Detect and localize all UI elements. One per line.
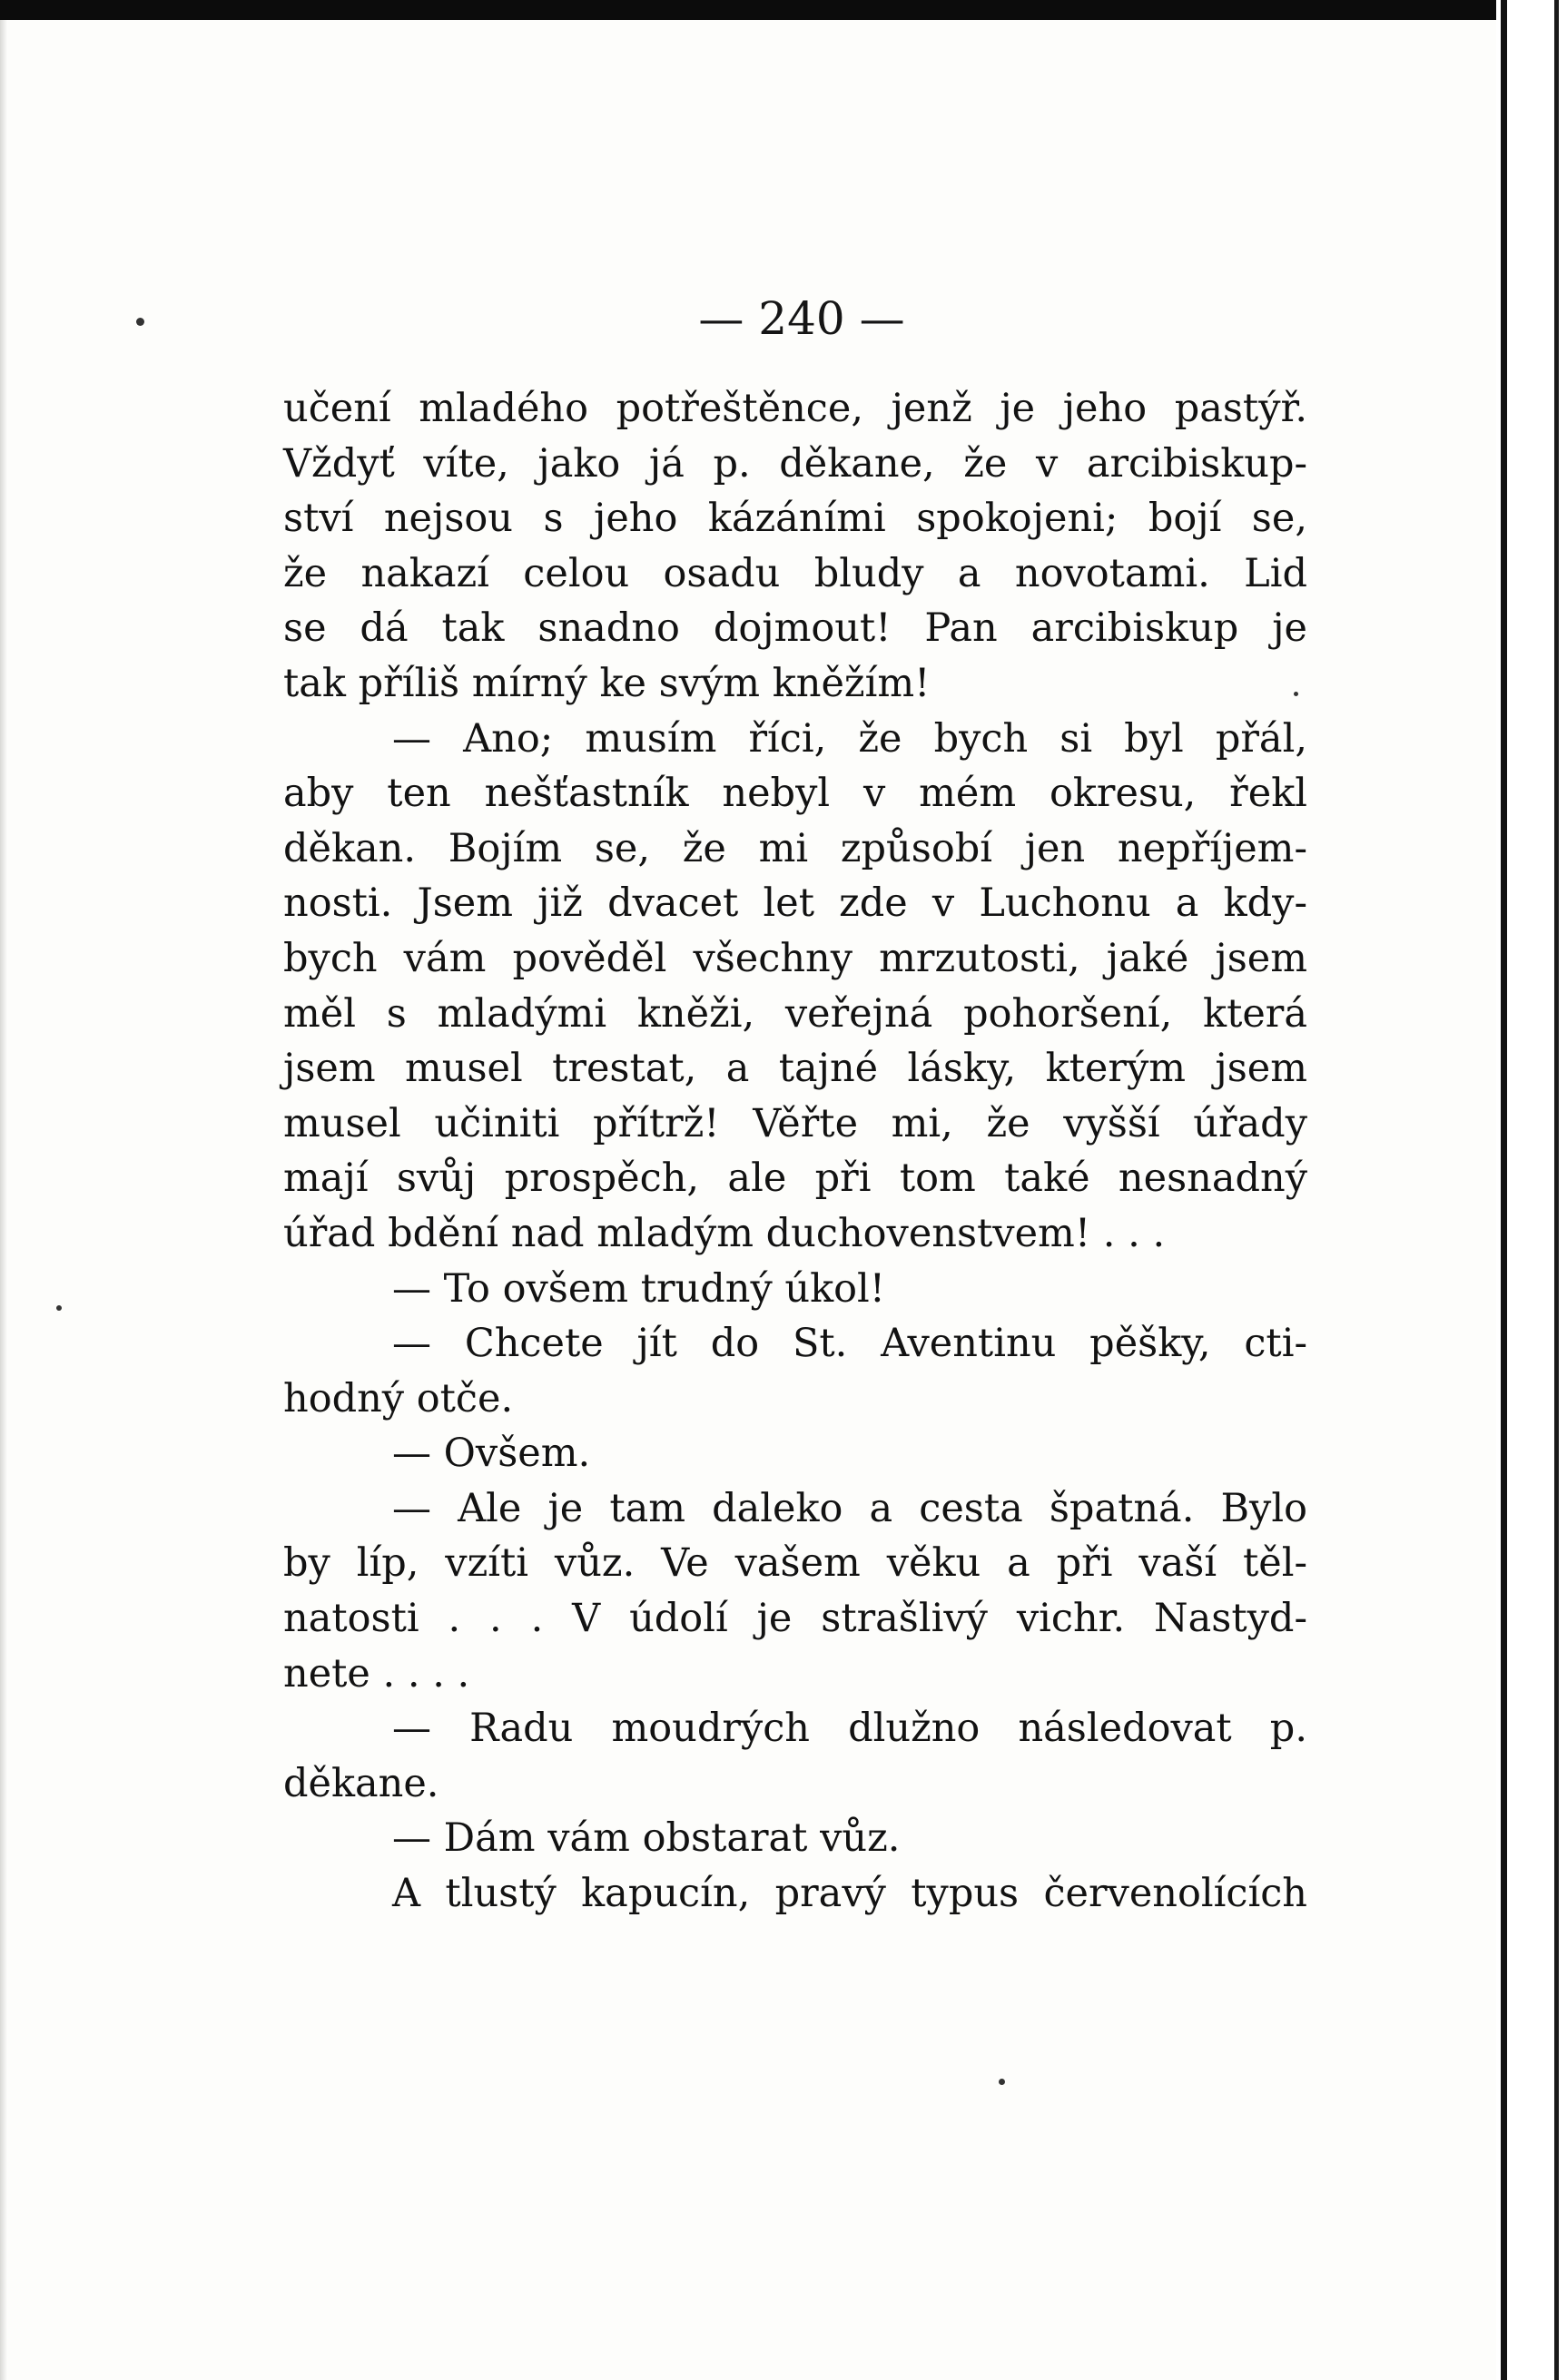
text-line: jsem musel trestat, a tajné lásky, kterým jsem — [283, 1046, 1307, 1092]
text-line: učení mladého potřeštěnce, jenž je jeho pastýř. — [283, 386, 1307, 431]
text-line: děkan. Bojím se, že mi způsobí jen nepříjem- — [283, 825, 1307, 871]
text-line: děkane. — [283, 1760, 439, 1806]
scan-speck — [56, 1305, 62, 1311]
scan-top-border — [0, 0, 1567, 20]
text-line: — Ale je tam daleko a cesta špatná. Bylo — [392, 1485, 1307, 1531]
scan-speck — [999, 2079, 1005, 2085]
scan-right-edge-line — [1501, 0, 1507, 2380]
text-line: A tlustý kapucín, pravý typus červenolících — [392, 1871, 1307, 1917]
body-text — [283, 381, 1307, 1922]
text-line: bych vám pověděl všechny mrzutosti, jaké jsem — [283, 935, 1307, 981]
text-line: tak příliš mírný ke svým kněžím! — [283, 660, 931, 706]
text-line: nete . . . . — [283, 1650, 470, 1696]
text-line: by líp, vzíti vůz. Ve vašem věku a při vaší těl- — [283, 1540, 1307, 1587]
text-line: — Dám vám obstarat vůz. — [392, 1815, 901, 1862]
text-line: měl s mladými kněži, veřejná pohoršení, která — [283, 990, 1307, 1037]
text-line: mají svůj prospěch, ale při tom také nesnadný — [283, 1156, 1307, 1202]
scan-left-edge — [0, 20, 7, 2380]
text-line: — Ano; musím říci, že bych si byl přál, — [392, 715, 1307, 762]
text-line: se dá tak snadno dojmout! Pan arcibiskup je — [283, 605, 1307, 652]
scan-right-edge-line-outer — [1554, 0, 1559, 2380]
text-line: ství nejsou s jeho kázáními spokojeni; bojí se, — [283, 496, 1307, 542]
text-line: — Chcete jít do St. Aventinu pěšky, cti- — [392, 1321, 1307, 1367]
text-line: úřad bdění nad mladým duchovenstvem! . . . — [283, 1210, 1166, 1256]
text-line: — Ovšem. — [392, 1431, 591, 1477]
text-line: že nakazí celou osadu bludy a novotami. Lid — [283, 550, 1307, 596]
text-line: aby ten nešťastník nebyl v mém okresu, řekl — [283, 771, 1307, 817]
text-line: — Radu moudrých dlužno následovat p. — [392, 1706, 1307, 1752]
text-line: — To ovšem trudný úkol! — [392, 1265, 886, 1312]
text-line: musel učiniti přítrž! Věřte mi, že vyšší úřady — [283, 1100, 1307, 1146]
text-line: nosti. Jsem již dvacet let zde v Luchonu a kdy- — [283, 880, 1307, 927]
page-number: — 240 — — [698, 292, 905, 345]
text-line: natosti . . . V údolí je strašlivý vichr. Nastyd- — [283, 1596, 1307, 1642]
text-line: hodný otče. — [283, 1375, 514, 1421]
text-line: Vždyť víte, jako já p. děkane, že v arcibiskup- — [283, 440, 1307, 487]
